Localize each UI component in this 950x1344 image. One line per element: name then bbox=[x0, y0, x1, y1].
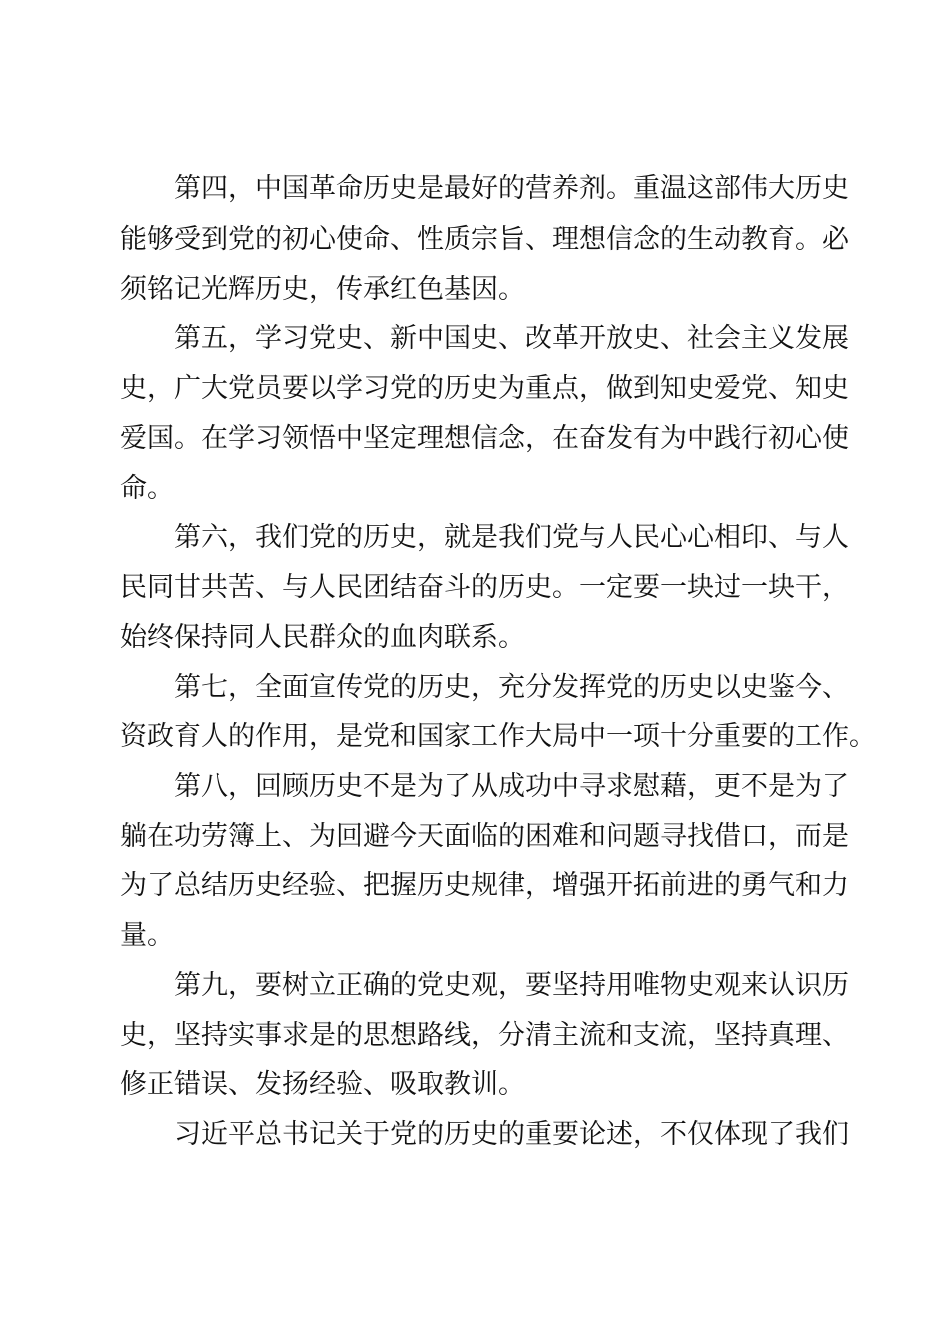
paragraph-8-line-3: 为了总结历史经验、把握历史规律，增强开拓前进的勇气和力 bbox=[120, 870, 849, 901]
paragraph-5-line-3: 爱国。在学习领悟中坚定理想信念，在奋发有为中践行初心使 bbox=[120, 423, 849, 454]
paragraph-4-line-1: 第四，中国革命历史是最好的营养剂。重温这部伟大历史 bbox=[174, 173, 849, 204]
paragraph-4-line-3: 须铭记光辉历史，传承红色基因。 bbox=[120, 274, 525, 305]
paragraph-8-line-4: 量。 bbox=[120, 920, 174, 951]
paragraph-4-line-2: 能够受到党的初心使命、性质宗旨、理想信念的生动教育。必 bbox=[120, 224, 849, 255]
paragraph-5-line-1: 第五，学习党史、新中国史、改革开放史、社会主义发展 bbox=[174, 323, 849, 354]
paragraph-6-line-2: 民同甘共苦、与人民团结奋斗的历史。一定要一块过一块干， bbox=[120, 572, 849, 603]
paragraph-9-line-3: 修正错误、发扬经验、吸取教训。 bbox=[120, 1069, 525, 1100]
paragraph-8-line-2: 躺在功劳簿上、为回避今天面临的困难和问题寻找借口，而是 bbox=[120, 821, 849, 852]
paragraph-5-line-2: 史，广大党员要以学习党的历史为重点，做到知史爱党、知史 bbox=[120, 373, 849, 404]
paragraph-8-line-1: 第八，回顾历史不是为了从成功中寻求慰藉，更不是为了 bbox=[174, 771, 849, 802]
paragraph-9-line-1: 第九，要树立正确的党史观，要坚持用唯物史观来认识历 bbox=[174, 970, 849, 1001]
paragraph-9-line-2: 史，坚持实事求是的思想路线，分清主流和支流，坚持真理、 bbox=[120, 1020, 849, 1051]
paragraph-5-line-4: 命。 bbox=[120, 473, 174, 504]
paragraph-7-line-2: 资政育人的作用，是党和国家工作大局中一项十分重要的工作。 bbox=[120, 721, 876, 752]
paragraph-6-line-1: 第六，我们党的历史，就是我们党与人民心心相印、与人 bbox=[174, 522, 849, 553]
paragraph-6-line-3: 始终保持同人民群众的血肉联系。 bbox=[120, 622, 525, 653]
paragraph-10-line-1: 习近平总书记关于党的历史的重要论述，不仅体现了我们 bbox=[174, 1119, 849, 1150]
paragraph-7-line-1: 第七，全面宣传党的历史，充分发挥党的历史以史鉴今、 bbox=[174, 672, 849, 703]
